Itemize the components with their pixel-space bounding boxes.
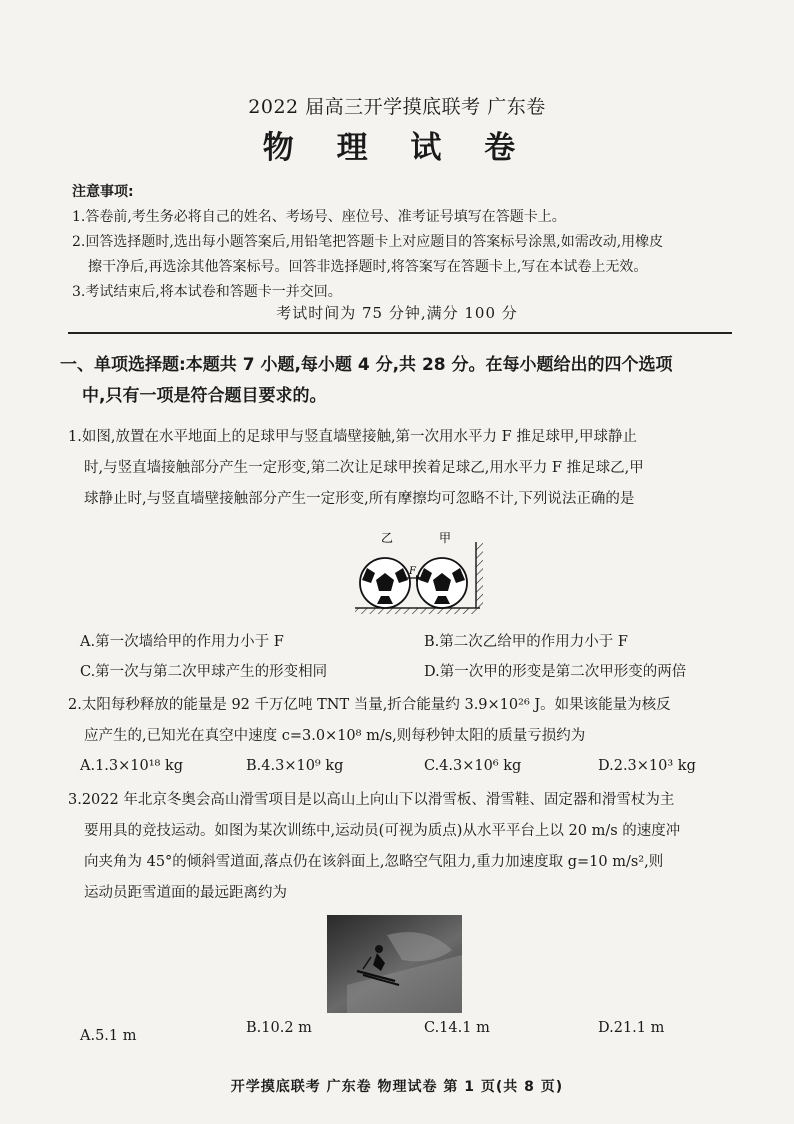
option-d: D.2.3×10³ kg [598,758,696,774]
ground-hatch [355,608,480,614]
question-1 [68,422,728,515]
option-b: B.第二次乙给甲的作用力小于 F [424,634,628,650]
exam-time: 考试时间为 75 分钟,满分 100 分 [276,304,518,322]
option-c: C.14.1 m [424,1020,490,1036]
ball-yi [360,558,410,608]
notice-item: 2.回答选择题时,选出每小题答案后,用铅笔把答题卡上对应题目的答案标号涂黑,如需改动,用橡皮 [72,234,664,250]
section-heading [60,350,740,412]
exam-title: 2022 届高三开学摸底联考 广东卷 [248,96,546,118]
notice-item: 1.答卷前,考生务必将自己的姓名、考场号、座位号、准考证号填写在答题卡上。 [72,209,566,225]
divider [68,332,732,334]
option-b: B.10.2 m [246,1020,312,1036]
section-line: 中,只有一项是符合题目要求的。 [82,386,327,406]
question-line: 应产生的,已知光在真空中速度 c=3.0×10⁸ m/s,则每秒钟太阳的质量亏损约为 [84,728,586,744]
notice-block [72,180,732,305]
skier-icon [327,915,462,1013]
notice-item: 擦干净后,再选涂其他答案标号。回答非选择题时,将答案写在答题卡上,写在本试卷上无效。 [88,259,648,275]
option-a: A.5.1 m [80,1028,137,1044]
option-c: C.4.3×10⁶ kg [424,758,522,774]
option-d: D.第一次甲的形变是第二次甲形变的两倍 [424,664,687,680]
question-2 [68,690,728,752]
label-jia: 甲 [439,531,452,545]
question-line: 2.太阳每秒释放的能量是 92 千万亿吨 TNT 当量,折合能量约 3.9×10²⁶ J。如果该能量为核反 [68,697,671,713]
question-line: 3.2022 年北京冬奥会高山滑雪项目是以高山上向山下以滑雪板、滑雪鞋、固定器和滑雪杖为主 [68,792,675,808]
question-3 [68,785,728,909]
label-force: F [409,566,416,577]
notice-title: 注意事项: [72,184,134,200]
question-line: 时,与竖直墙接触部分产生一定形变,第二次让足球甲挨着足球乙,用水平力 F 推足球乙,甲 [84,460,644,476]
notice-item: 3.考试结束后,将本试卷和答题卡一并交回。 [72,284,342,300]
section-line: 一、单项选择题:本题共 7 小题,每小题 4 分,共 28 分。在每小题给出的四个选项 [60,355,673,375]
subject-title: 物 理 试 卷 [262,130,532,166]
option-a: A.第一次墙给甲的作用力小于 F [80,634,284,650]
option-c: C.第一次与第二次甲球产生的形变相同 [80,664,328,680]
option-b: B.4.3×10⁹ kg [246,758,344,774]
question-line: 向夹角为 45°的倾斜雪道面,落点仍在该斜面上,忽略空气阻力,重力加速度取 g=10 m/s²,则 [84,854,664,870]
label-yi: 乙 [381,531,394,545]
question-line: 球静止时,与竖直墙壁接触部分产生一定形变,所有摩擦均可忽略不计,下列说法正确的是 [84,491,635,507]
wall-hatch [476,542,483,608]
page-footer: 开学摸底联考 广东卷 物理试卷 第 1 页(共 8 页) [230,1079,564,1095]
ball-jia [417,558,467,608]
option-d: D.21.1 m [598,1020,665,1036]
soccer-balls-figure [345,528,495,618]
question-line: 要用具的竞技运动。如图为某次训练中,运动员(可视为质点)从水平平台上以 20 m/s 的速度冲 [84,823,681,839]
question-line: 运动员距雪道面的最远距离约为 [84,885,287,901]
question-line: 1.如图,放置在水平地面上的足球甲与竖直墙壁接触,第一次用水平力 F 推足球甲,甲球静止 [68,429,637,445]
option-a: A.1.3×10¹⁸ kg [80,758,184,774]
skier-photo [327,915,462,1013]
